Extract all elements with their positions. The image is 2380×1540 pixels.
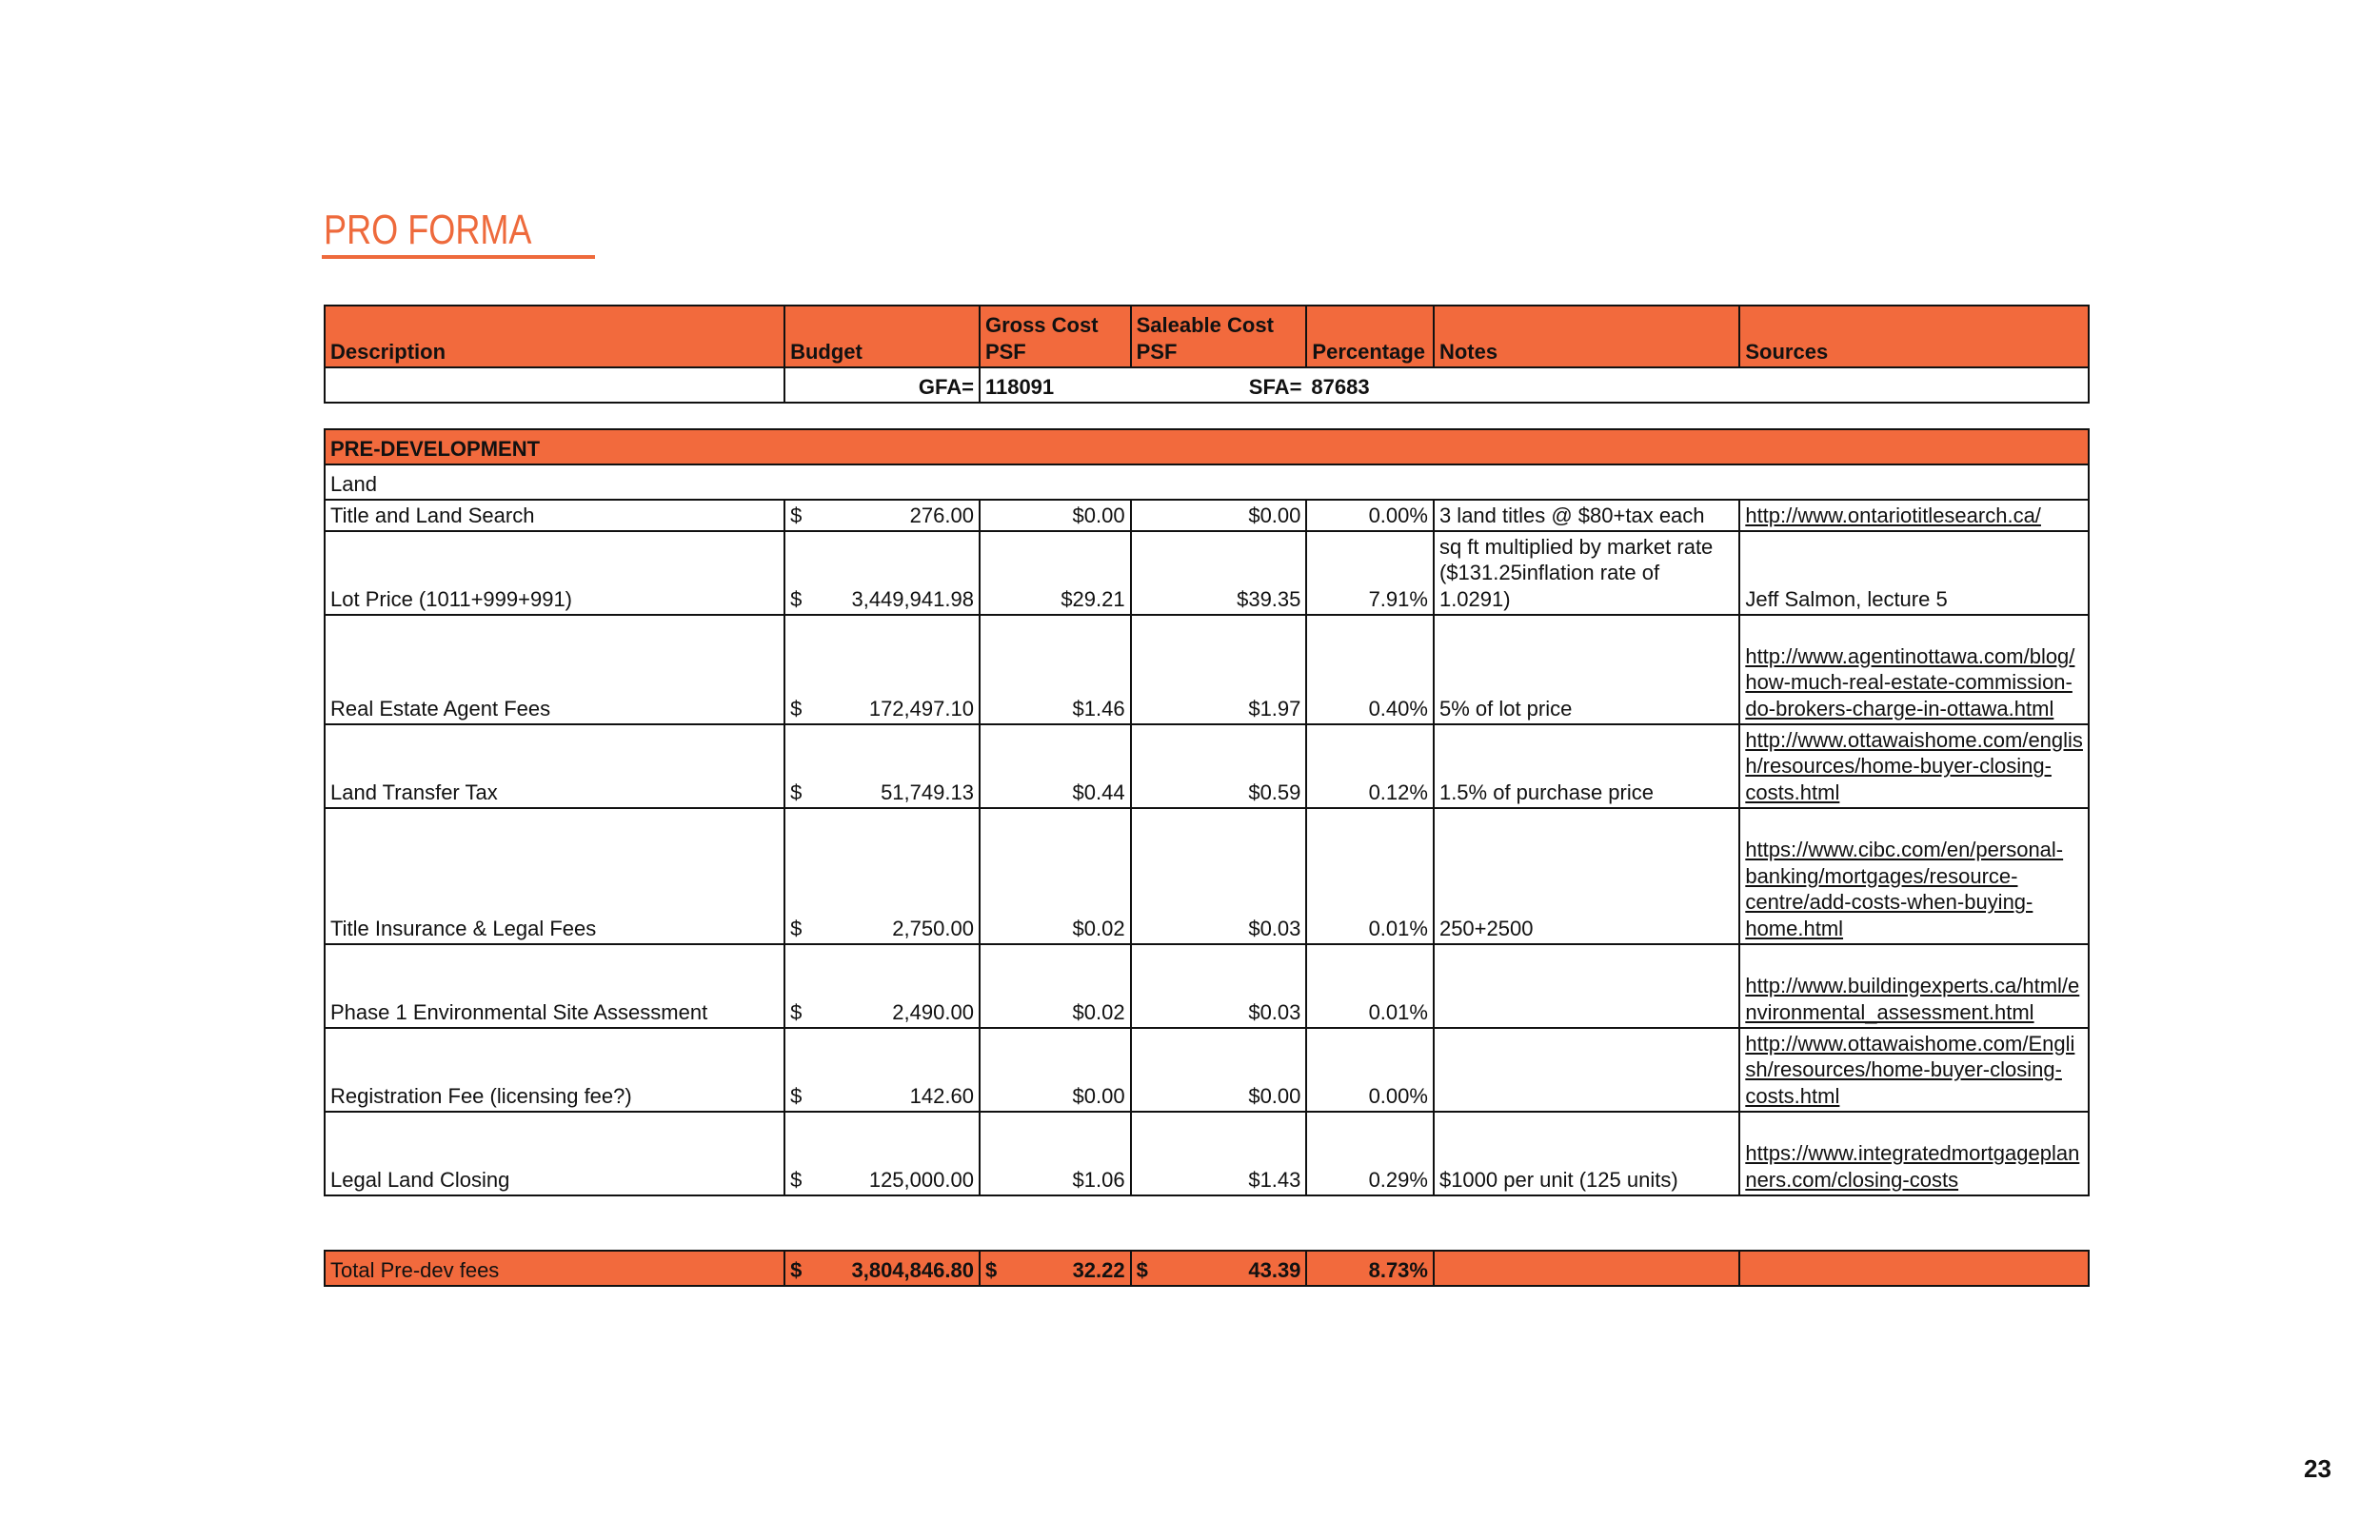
row-budget-currency: $ — [790, 586, 803, 611]
row-budget — [784, 1028, 980, 1112]
row-budget — [784, 531, 980, 615]
row-saleable-cost: $39.35 — [1131, 531, 1307, 615]
row-notes: $1000 per unit (125 units) — [1434, 1112, 1739, 1195]
row-percentage: 7.91% — [1306, 531, 1434, 615]
row-source-link: Jeff Salmon, lecture 5 — [1745, 586, 1948, 611]
header-table — [324, 305, 2090, 404]
row-gross-cost: $0.02 — [980, 944, 1131, 1028]
row-notes: 3 land titles @ $80+tax each — [1434, 500, 1739, 531]
row-source — [1739, 1112, 2089, 1195]
row-percentage: 0.01% — [1306, 808, 1434, 944]
row-source — [1739, 500, 2089, 531]
total-percentage: 8.73% — [1306, 1251, 1434, 1286]
row-source-link[interactable]: https://www.cibc.com/en/personal-banking/mortgages/resource-centre/add-costs-when-buying-home.html — [1745, 838, 2064, 940]
total-saleable-value: 43.39 — [1248, 1257, 1301, 1282]
pre-development-table — [324, 428, 2090, 1196]
row-saleable-cost: $1.43 — [1131, 1112, 1307, 1195]
sfa-label: SFA= — [1131, 367, 1307, 403]
row-budget — [784, 724, 980, 808]
row-budget-currency: $ — [790, 916, 803, 940]
row-saleable-cost: $0.00 — [1131, 500, 1307, 531]
row-budget-currency: $ — [790, 696, 803, 721]
row-budget-value: 2,750.00 — [892, 916, 974, 940]
total-saleable — [1131, 1251, 1307, 1286]
row-saleable-cost: $0.03 — [1131, 944, 1307, 1028]
row-budget-currency: $ — [790, 503, 803, 527]
row-source — [1739, 531, 2089, 615]
section-header-row — [325, 429, 2089, 464]
page-title: PRO FORMA — [324, 207, 532, 253]
row-notes: 5% of lot price — [1434, 615, 1739, 724]
total-budget-currency: $ — [790, 1257, 803, 1282]
row-budget — [784, 808, 980, 944]
row-budget-currency: $ — [790, 999, 803, 1024]
row-budget-value: 2,490.00 — [892, 999, 974, 1024]
row-percentage: 0.29% — [1306, 1112, 1434, 1195]
table-row — [325, 615, 2089, 724]
row-budget-value: 51,749.13 — [881, 780, 974, 804]
section-title: PRE-DEVELOPMENT — [325, 429, 2089, 464]
total-gross-value: 32.22 — [1072, 1257, 1125, 1282]
row-gross-cost: $29.21 — [980, 531, 1131, 615]
row-description: Title Insurance & Legal Fees — [325, 808, 784, 944]
gfa-label: GFA= — [784, 367, 980, 403]
header-row — [325, 306, 2089, 367]
area-row-blank — [325, 367, 784, 403]
table-row — [325, 500, 2089, 531]
area-row-blank-sources — [1739, 367, 2089, 403]
row-source — [1739, 615, 2089, 724]
row-saleable-cost: $0.03 — [1131, 808, 1307, 944]
total-budget-value: 3,804,846.80 — [851, 1257, 974, 1282]
row-description: Title and Land Search — [325, 500, 784, 531]
col-header-description: Description — [325, 306, 784, 367]
row-budget — [784, 615, 980, 724]
row-budget-value: 172,497.10 — [868, 696, 974, 721]
row-budget-value: 276.00 — [909, 503, 974, 527]
row-budget-currency: $ — [790, 780, 803, 804]
table-row — [325, 808, 2089, 944]
row-description: Lot Price (1011+999+991) — [325, 531, 784, 615]
row-budget-value: 125,000.00 — [868, 1167, 974, 1192]
row-notes — [1434, 1028, 1739, 1112]
line-items — [325, 500, 2089, 1195]
row-budget — [784, 1112, 980, 1195]
col-header-saleable-cost: Saleable Cost PSF — [1131, 306, 1307, 367]
row-source — [1739, 808, 2089, 944]
total-sources-blank — [1739, 1251, 2089, 1286]
row-gross-cost: $0.00 — [980, 500, 1131, 531]
total-saleable-currency: $ — [1136, 1257, 1148, 1282]
area-row-blank-notes — [1434, 367, 1739, 403]
row-budget — [784, 500, 980, 531]
subsection-row — [325, 464, 2089, 500]
row-notes: 1.5% of purchase price — [1434, 724, 1739, 808]
row-budget — [784, 944, 980, 1028]
row-percentage: 0.00% — [1306, 1028, 1434, 1112]
row-notes — [1434, 944, 1739, 1028]
total-table — [324, 1250, 2090, 1287]
row-saleable-cost: $1.97 — [1131, 615, 1307, 724]
table-row — [325, 531, 2089, 615]
area-row — [325, 367, 2089, 403]
row-notes: sq ft multiplied by market rate ($131.25inflation rate of 1.0291) — [1434, 531, 1739, 615]
row-source-link[interactable]: http://www.ottawaishome.com/English/resources/home-buyer-closing-costs.html — [1745, 1031, 2075, 1108]
table-row — [325, 1028, 2089, 1112]
row-source-link[interactable]: http://www.buildingexperts.ca/html/environmental_assessment.html — [1745, 974, 2080, 1024]
row-gross-cost: $0.02 — [980, 808, 1131, 944]
total-label: Total Pre-dev fees — [325, 1251, 784, 1286]
row-percentage: 0.00% — [1306, 500, 1434, 531]
row-budget-currency: $ — [790, 1167, 803, 1192]
table-row — [325, 944, 2089, 1028]
row-description: Registration Fee (licensing fee?) — [325, 1028, 784, 1112]
col-header-notes: Notes — [1434, 306, 1739, 367]
page-number: 23 — [2304, 1454, 2331, 1483]
total-budget — [784, 1251, 980, 1286]
col-header-budget: Budget — [784, 306, 980, 367]
col-header-percentage: Percentage — [1306, 306, 1434, 367]
row-source-link[interactable]: http://www.agentinottawa.com/blog/how-much-real-estate-commission-do-brokers-charge-in-ottawa.html — [1745, 643, 2075, 721]
sfa-value: 87683 — [1306, 367, 1434, 403]
row-description: Land Transfer Tax — [325, 724, 784, 808]
total-gross-currency: $ — [984, 1257, 998, 1282]
row-source-link[interactable]: https://www.integratedmortgageplanners.com/closing-costs — [1745, 1141, 2080, 1192]
row-gross-cost: $1.06 — [980, 1112, 1131, 1195]
row-gross-cost: $1.46 — [980, 615, 1131, 724]
row-notes: 250+2500 — [1434, 808, 1739, 944]
row-source — [1739, 944, 2089, 1028]
row-description: Real Estate Agent Fees — [325, 615, 784, 724]
row-budget-value: 3,449,941.98 — [851, 586, 974, 611]
table-row — [325, 724, 2089, 808]
gfa-value: 118091 — [980, 367, 1131, 403]
total-row — [325, 1251, 2089, 1286]
row-budget-value: 142.60 — [909, 1083, 974, 1108]
row-description: Legal Land Closing — [325, 1112, 784, 1195]
row-source-link[interactable]: http://www.ottawaishome.com/english/resources/home-buyer-closing-costs.html — [1745, 727, 2083, 804]
row-percentage: 0.12% — [1306, 724, 1434, 808]
col-header-sources: Sources — [1739, 306, 2089, 367]
col-header-gross-cost: Gross Cost PSF — [980, 306, 1131, 367]
subsection-title: Land — [325, 464, 2089, 500]
title-underline — [322, 255, 595, 259]
row-percentage: 0.01% — [1306, 944, 1434, 1028]
row-saleable-cost: $0.00 — [1131, 1028, 1307, 1112]
row-saleable-cost: $0.59 — [1131, 724, 1307, 808]
total-notes-blank — [1434, 1251, 1739, 1286]
total-gross — [980, 1251, 1131, 1286]
row-description: Phase 1 Environmental Site Assessment — [325, 944, 784, 1028]
row-source — [1739, 1028, 2089, 1112]
row-source — [1739, 724, 2089, 808]
row-source-link[interactable]: http://www.ontariotitlesearch.ca/ — [1745, 503, 2041, 527]
row-percentage: 0.40% — [1306, 615, 1434, 724]
row-budget-currency: $ — [790, 1083, 803, 1108]
row-gross-cost: $0.00 — [980, 1028, 1131, 1112]
row-gross-cost: $0.44 — [980, 724, 1131, 808]
table-row — [325, 1112, 2089, 1195]
